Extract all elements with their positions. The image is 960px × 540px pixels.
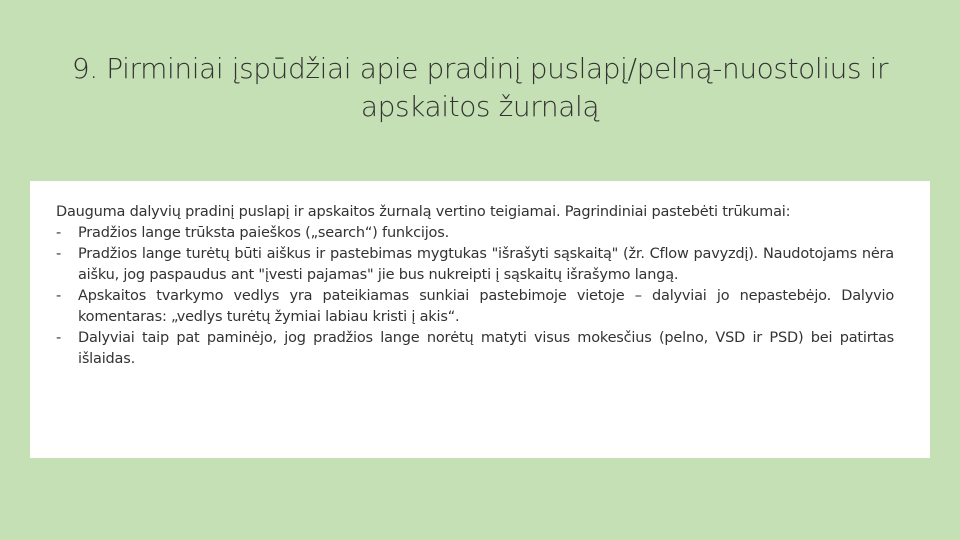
list-item-text: Apskaitos tvarkymo vedlys yra pateikiamas sunkiai pastebimoje vietoje – dalyviai jo nepastebėjo. Dalyvio komentaras: „vedlys turėtų žymiai labiau kristi į akis“.	[78, 288, 894, 325]
intro-paragraph: Dauguma dalyvių pradinį puslapį ir apskaitos žurnalą vertino teigiamai. Pagrindiniai pastebėti trūkumai:	[56, 204, 791, 220]
bullet-dash: -	[56, 288, 62, 304]
findings-list	[56, 223, 894, 370]
list-item	[56, 286, 894, 328]
list-item	[56, 223, 894, 244]
slide-title-line-1: 9. Pirminiai įspūdžiai apie pradinį puslapį/pelną-nuostolius ir	[71, 52, 889, 85]
list-item	[56, 244, 894, 286]
bullet-dash: -	[56, 330, 62, 346]
content-box	[30, 181, 930, 458]
slide-title	[20, 50, 940, 126]
list-item-text: Pradžios lange trūksta paieškos („search“) funkcijos.	[78, 225, 449, 241]
bullet-dash: -	[56, 246, 62, 262]
list-item-text: Dalyviai taip pat paminėjo, jog pradžios lange norėtų matyti visus mokesčius (pelno, VSD ir PSD) bei patirtas išlaidas.	[78, 330, 894, 367]
slide-title-line-2: apskaitos žurnalą	[360, 90, 600, 123]
list-item-text: Pradžios lange turėtų būti aiškus ir pastebimas mygtukas "išrašyti sąskaitą" (žr. Cflow pavyzdį). Naudotojams nėra aišku, jog paspaudus ant "įvesti pajamas" jie bus nukreipti į sąskaitų išrašymo langą.	[78, 246, 894, 283]
bullet-dash: -	[56, 225, 62, 241]
list-item	[56, 328, 894, 370]
